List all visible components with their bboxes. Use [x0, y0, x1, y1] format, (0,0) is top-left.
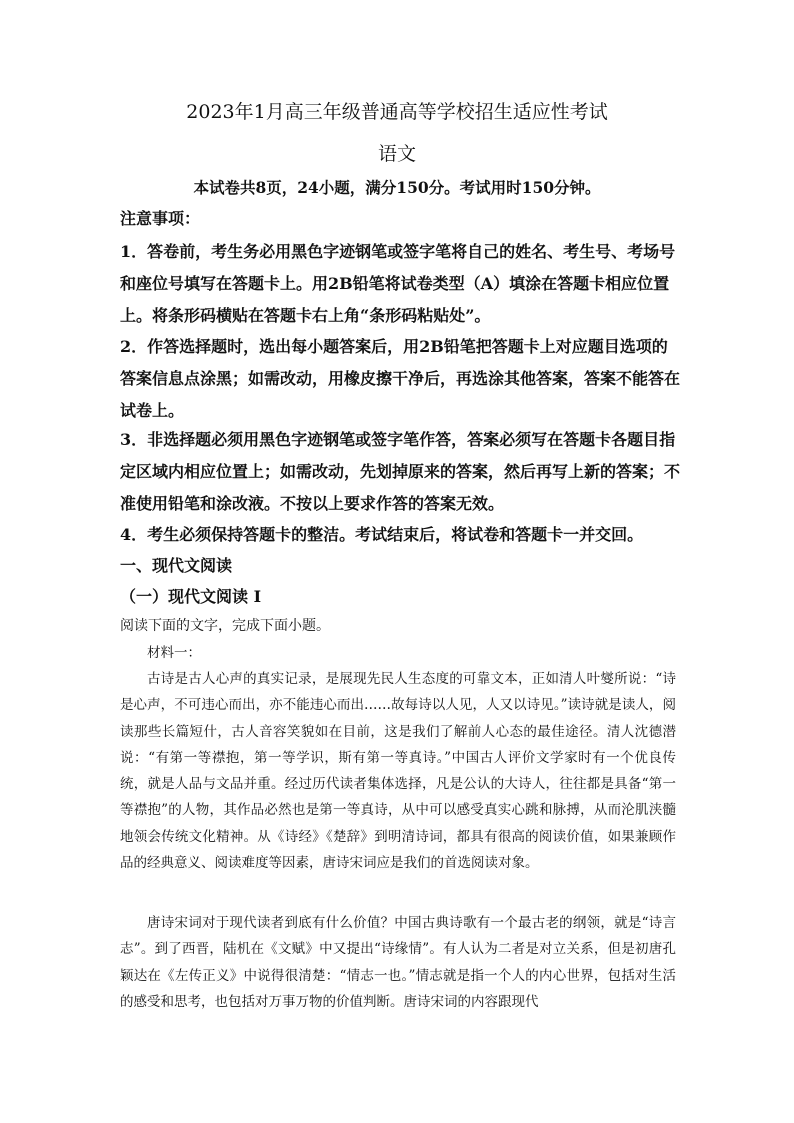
passage-paragraph-2	[120, 910, 676, 1015]
paragraph-1-text: 古诗是古人心声的真实记录，是展现先民人生态度的可靠文本，正如清人叶燮所说：“诗是心声，不可违心而出，亦不能违心而出……故每诗以人见，人又以诗见。”读诗就是读人，阅读那些长篇短什，古人音容笑貌如在目前，这是我们了解前人心态的最佳途径。清人沈德潜说：“有第一等襟抱，第一等学识，斯有第一等真诗。”中国古人评价文学家时有一个优良传统，就是人品与文品并重。经过历代读者集体选择，凡是公认的大诗人，往往都是具备“第一等襟抱”的人物，其作品必然也是第一等真诗，从中可以感受真实心跳和脉搏，从而沦肌浃髓地领会传统文化精神。从《诗经》《楚辞》到明清诗词，都具有很高的阅读价值，如果兼顾作品的经典意义、阅读难度等因素，唐诗宋词应是我们的首选阅读对象。	[120, 671, 676, 872]
notice-item-4: 4．考生必须保持答题卡的整洁。考试结束后，将试卷和答题卡一并交回。	[120, 525, 644, 544]
notice-item-2: 2．作答选择题时，选出每小题答案后，用2B铅笔把答题卡上对应题目选项的答案信息点涂黑；如需改动，用橡皮擦干净后，再选涂其他答案，答案不能答在试卷上。	[120, 337, 681, 420]
paragraph-2-text: 唐诗宋词对于现代读者到底有什么价值？中国古典诗歌有一个最古老的纲领，就是“诗言志”。到了西晋，陆机在《文赋》中又提出“诗缘情”。有人认为二者是对立关系，但是初唐孔颖达在《左传正义》中说得很清楚：“情志一也。”情志就是指一个人的内心世界，包括对生活的感受和思考，也包括对万事万物的价值判断。唐诗宋词的内容跟现代	[120, 915, 676, 1010]
exam-summary: 本试卷共8页，24小题，满分150分。考试用时150分钟。	[193, 178, 601, 197]
material-label-text: 材料一：	[147, 645, 201, 661]
subject-title: 语文	[377, 143, 416, 165]
passage-paragraph-1	[120, 666, 676, 876]
section-heading: 一、现代文阅读	[120, 556, 233, 575]
notice-item-1: 1．答卷前，考生务必用黑色字迹钢笔或签字笔将自己的姓名、考生号、考场号和座位号填写在答题卡上。用2B铅笔将试卷类型（A）填涂在答题卡相应位置上。将条形码横贴在答题卡右上角“条形码粘贴处”。	[120, 242, 676, 325]
notice-heading: 注意事项：	[120, 209, 201, 228]
material-label	[120, 640, 676, 666]
reading-instruction: 阅读下面的文字，完成下面小题。	[120, 618, 330, 634]
notice-item-3: 3．非选择题必须用黑色字迹钢笔或签字笔作答，答案必须写在答题卡各题目指定区域内相应位置上；如需改动，先划掉原来的答案，然后再写上新的答案；不准使用铅笔和涂改液。不按以上要求作答的答案无效。	[120, 430, 681, 513]
exam-title: 2023年1月高三年级普通高等学校招生适应性考试	[186, 101, 608, 123]
subsection-heading: （一）现代文阅读 I	[120, 587, 262, 606]
